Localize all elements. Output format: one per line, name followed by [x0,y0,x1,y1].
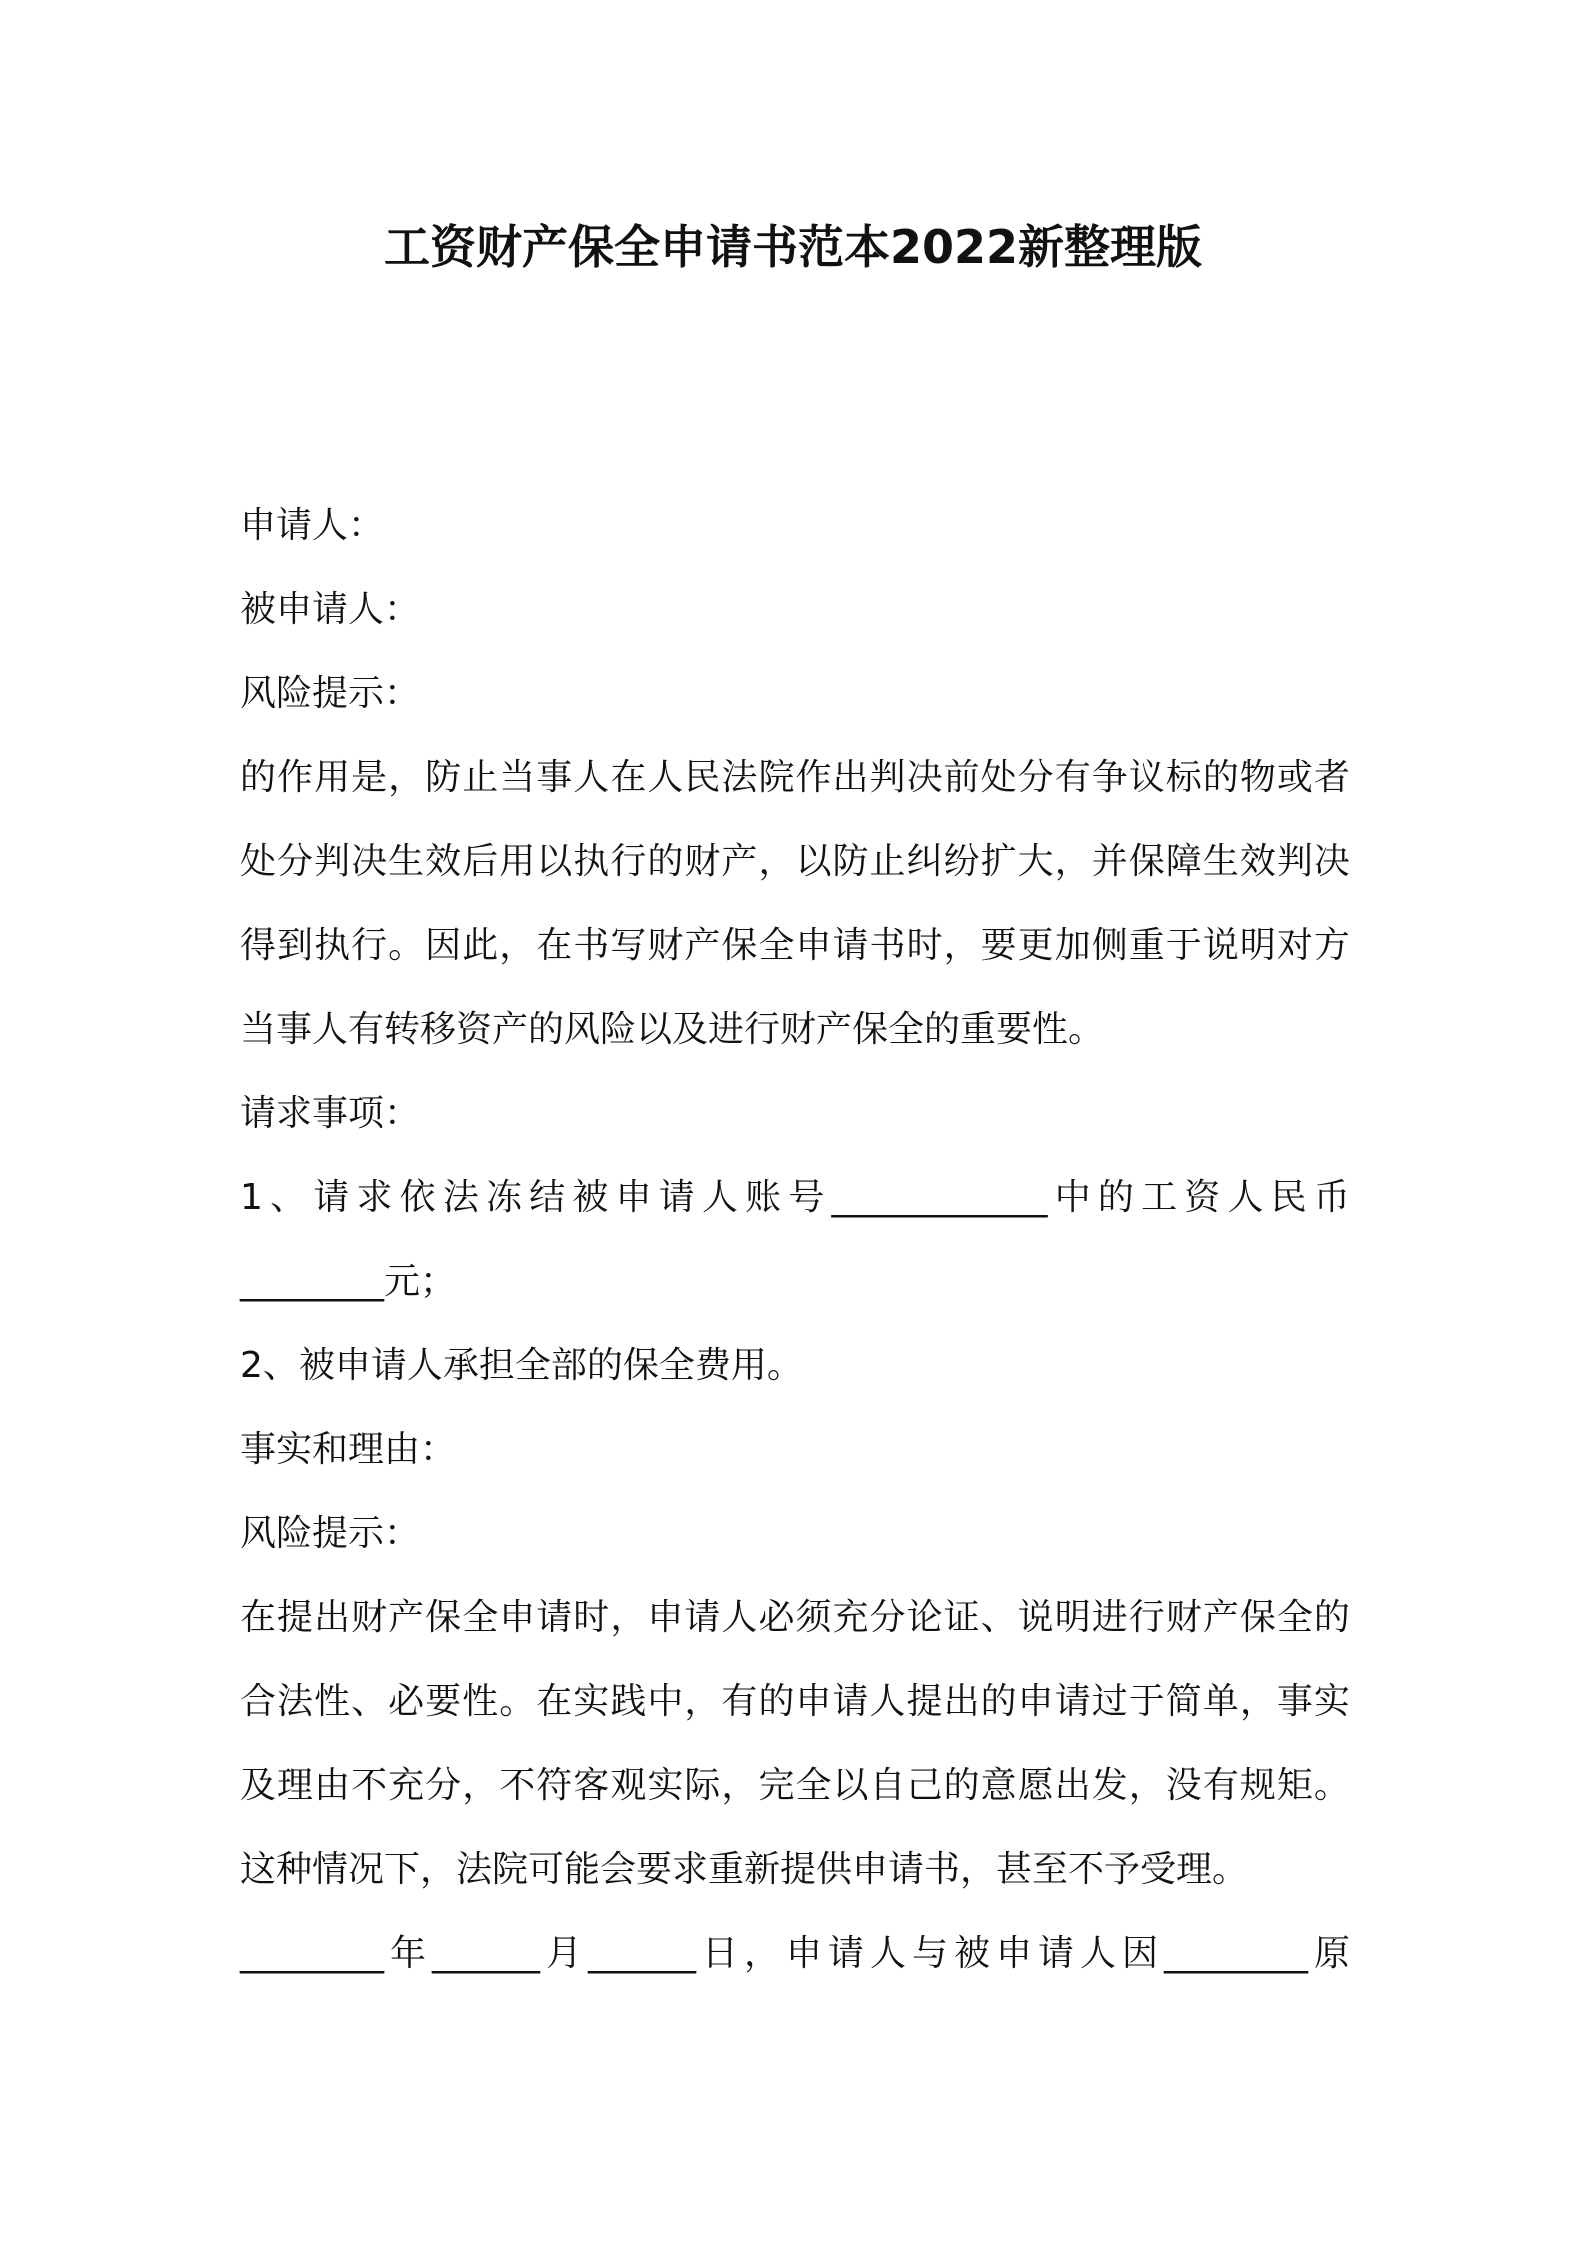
paragraph-line: 的 作 用 是 ， 防 止 当 事 人 在 人 民 法 院 作 出 判 决 前 处 分 有 争 议 标 的 物 或 者 [240,757,1350,798]
document-body [240,484,1350,1996]
paragraph-line: 处 分 判 决 生 效 后 用 以 执 行 的 财 产 ， 以 防 止 纠 纷 扩 大 ， 并 保 障 生 效 判 决 [240,841,1350,882]
claim-item-2: 2、被申请人承担全部的保全费用。 [240,1345,803,1386]
claim-item-1: 1 、 请 求 依 法 冻 结 被 申 请 人 账 号 ____________ 中 的 工 资 人 民 币 [240,1177,1350,1218]
paragraph-line: 这种情况下，法院可能会要求重新提供申请书，甚至不予受理。 [240,1849,1249,1890]
paragraph-line: 当事人有转移资产的风险以及进行财产保全的重要性。 [240,1009,1105,1050]
paragraph-line: 在 提 出 财 产 保 全 申 请 时 ， 申 请 人 必 须 充 分 论 证 、 说 明 进 行 财 产 保 全 的 [240,1597,1350,1638]
risk-notice-heading: 风险提示： [240,1513,421,1554]
paragraph-line: ________ 年 ______ 月 ______ 日 ， 申 请 人 与 被 申 请 人 因 ________ 原 [240,1933,1350,1974]
respondent-label: 被申请人： [240,589,421,630]
paragraph-line: 及 理 由 不 充 分 ， 不 符 客 观 实 际 ， 完 全 以 自 己 的 意 愿 出 发 ， 没 有 规 矩 。 [240,1765,1350,1806]
paragraph-line: 合 法 性 、 必 要 性 。 在 实 践 中 ， 有 的 申 请 人 提 出 的 申 请 过 于 简 单 ， 事 实 [240,1681,1350,1722]
applicant-label: 申请人： [240,505,385,546]
facts-heading: 事实和理由： [240,1429,457,1470]
claims-heading: 请求事项： [240,1093,421,1134]
risk-notice-heading: 风险提示： [240,673,421,714]
claim-item-1-continued: ________元； [240,1261,457,1302]
paragraph-line: 得 到 执 行 。 因 此 ， 在 书 写 财 产 保 全 申 请 书 时 ， 要 更 加 侧 重 于 说 明 对 方 [240,925,1350,966]
document-title: 工资财产保全申请书范本2022新整理版 [383,220,1203,274]
